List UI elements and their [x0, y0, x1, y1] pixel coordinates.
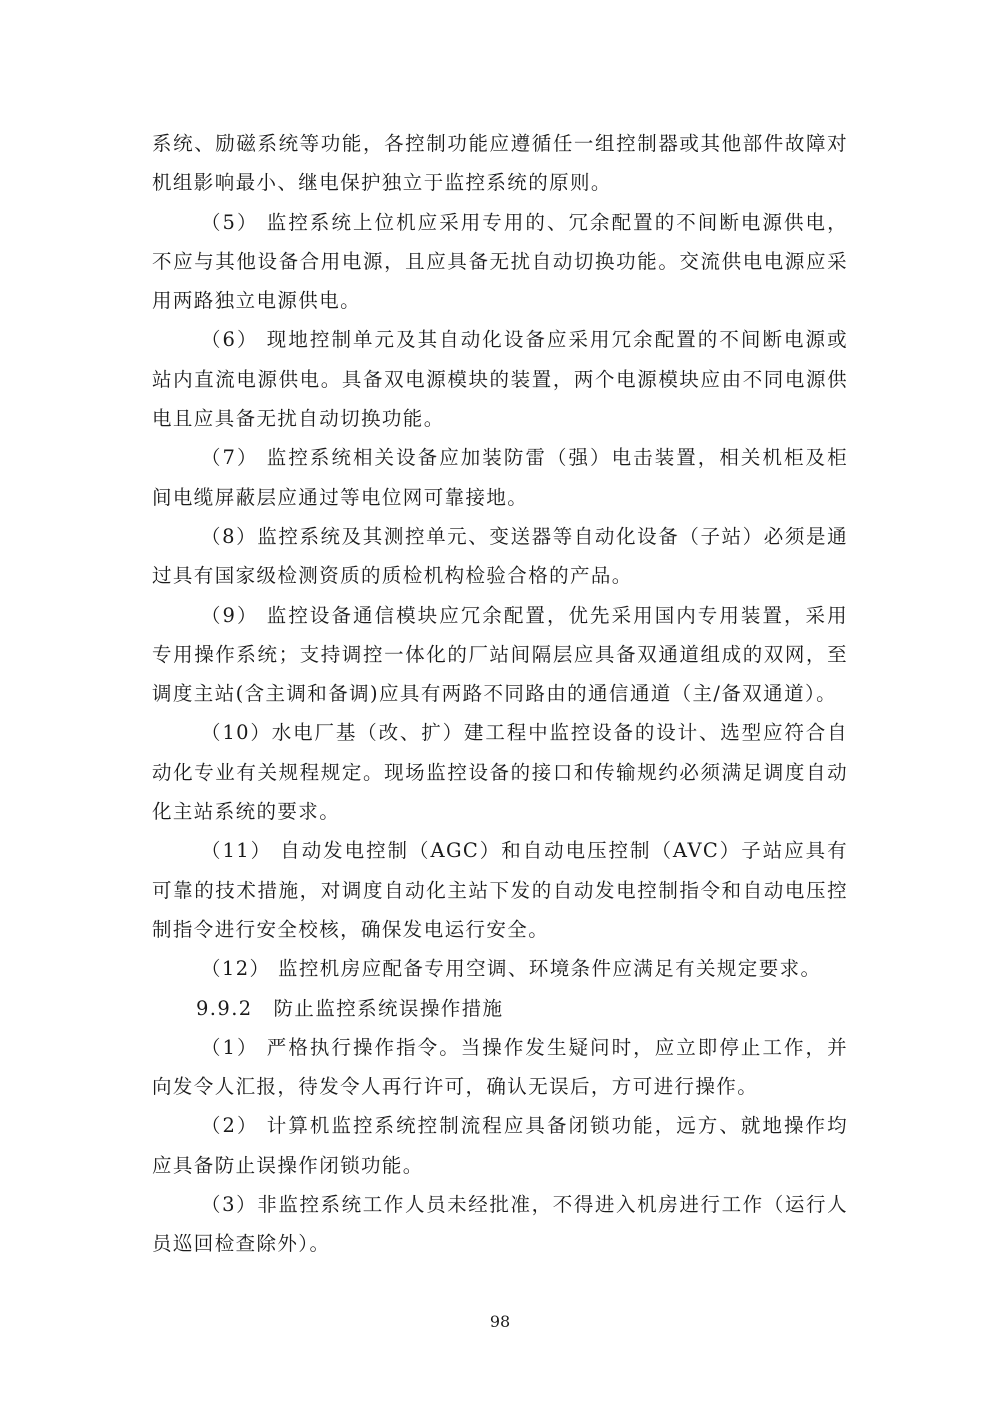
- section-paragraph-2: （2） 计算机监控系统控制流程应具备闭锁功能，远方、就地操作均应具备防止误操作闭锁功能。: [152, 1114, 848, 1177]
- section-paragraph-1: （1） 严格执行操作指令。当操作发生疑问时，应立即停止工作，并向发令人汇报，待发令人再行许可，确认无误后，方可进行操作。: [152, 1035, 848, 1099]
- section-heading: 9.9.2 防止监控系统误操作措施: [196, 996, 504, 1020]
- paragraph-item-9: （9） 监控设备通信模块应冗余配置，优先采用国内专用装置，采用专用操作系统；支持调控一体化的厂站间隔层应具备双通道组成的双网，至调度主站(含主调和备调)应具有两路不同路由的通信通道（主/备双通道）。: [152, 603, 848, 706]
- paragraph-item-6: （6） 现地控制单元及其自动化设备应采用冗余配置的不间断电源或站内直流电源供电。具备双电源模块的装置，两个电源模块应由不同电源供电且应具备无扰自动切换功能。: [152, 328, 848, 431]
- paragraph-item-7: （7） 监控系统相关设备应加装防雷（强）电击装置，相关机柜及柜间电缆屏蔽层应通过等电位网可靠接地。: [152, 446, 848, 509]
- document-body: [152, 124, 848, 1264]
- paragraph-item-11: （11） 自动发电控制（AGC）和自动电压控制（AVC）子站应具有可靠的技术措施，对调度自动化主站下发的自动发电控制指令和自动电压控制指令进行安全校核，确保发电运行安全。: [152, 839, 848, 941]
- page-number: 98: [489, 1312, 511, 1331]
- paragraph-item-8: （8）监控系统及其测控单元、变送器等自动化设备（子站）必须是通过具有国家级检测资质的质检机构检验合格的产品。: [152, 524, 848, 588]
- section-paragraph-3: （3）非监控系统工作人员未经批准，不得进入机房进行工作（运行人员巡回检查除外）。: [152, 1193, 848, 1256]
- paragraph-continuation: 系统、励磁系统等功能，各控制功能应遵循任一组控制器或其他部件故障对机组影响最小、继电保护独立于监控系统的原则。: [152, 132, 848, 195]
- paragraph-item-5: （5） 监控系统上位机应采用专用的、冗余配置的不间断电源供电，不应与其他设备合用电源，且应具备无扰自动切换功能。交流供电电源应采用两路独立电源供电。: [152, 210, 848, 313]
- paragraph-item-10: （10）水电厂基（改、扩）建工程中监控设备的设计、选型应符合自动化专业有关规程规定。现场监控设备的接口和传输规约必须满足调度自动化主站系统的要求。: [152, 721, 848, 824]
- paragraph-item-12: （12） 监控机房应配备专用空调、环境条件应满足有关规定要求。: [201, 957, 822, 981]
